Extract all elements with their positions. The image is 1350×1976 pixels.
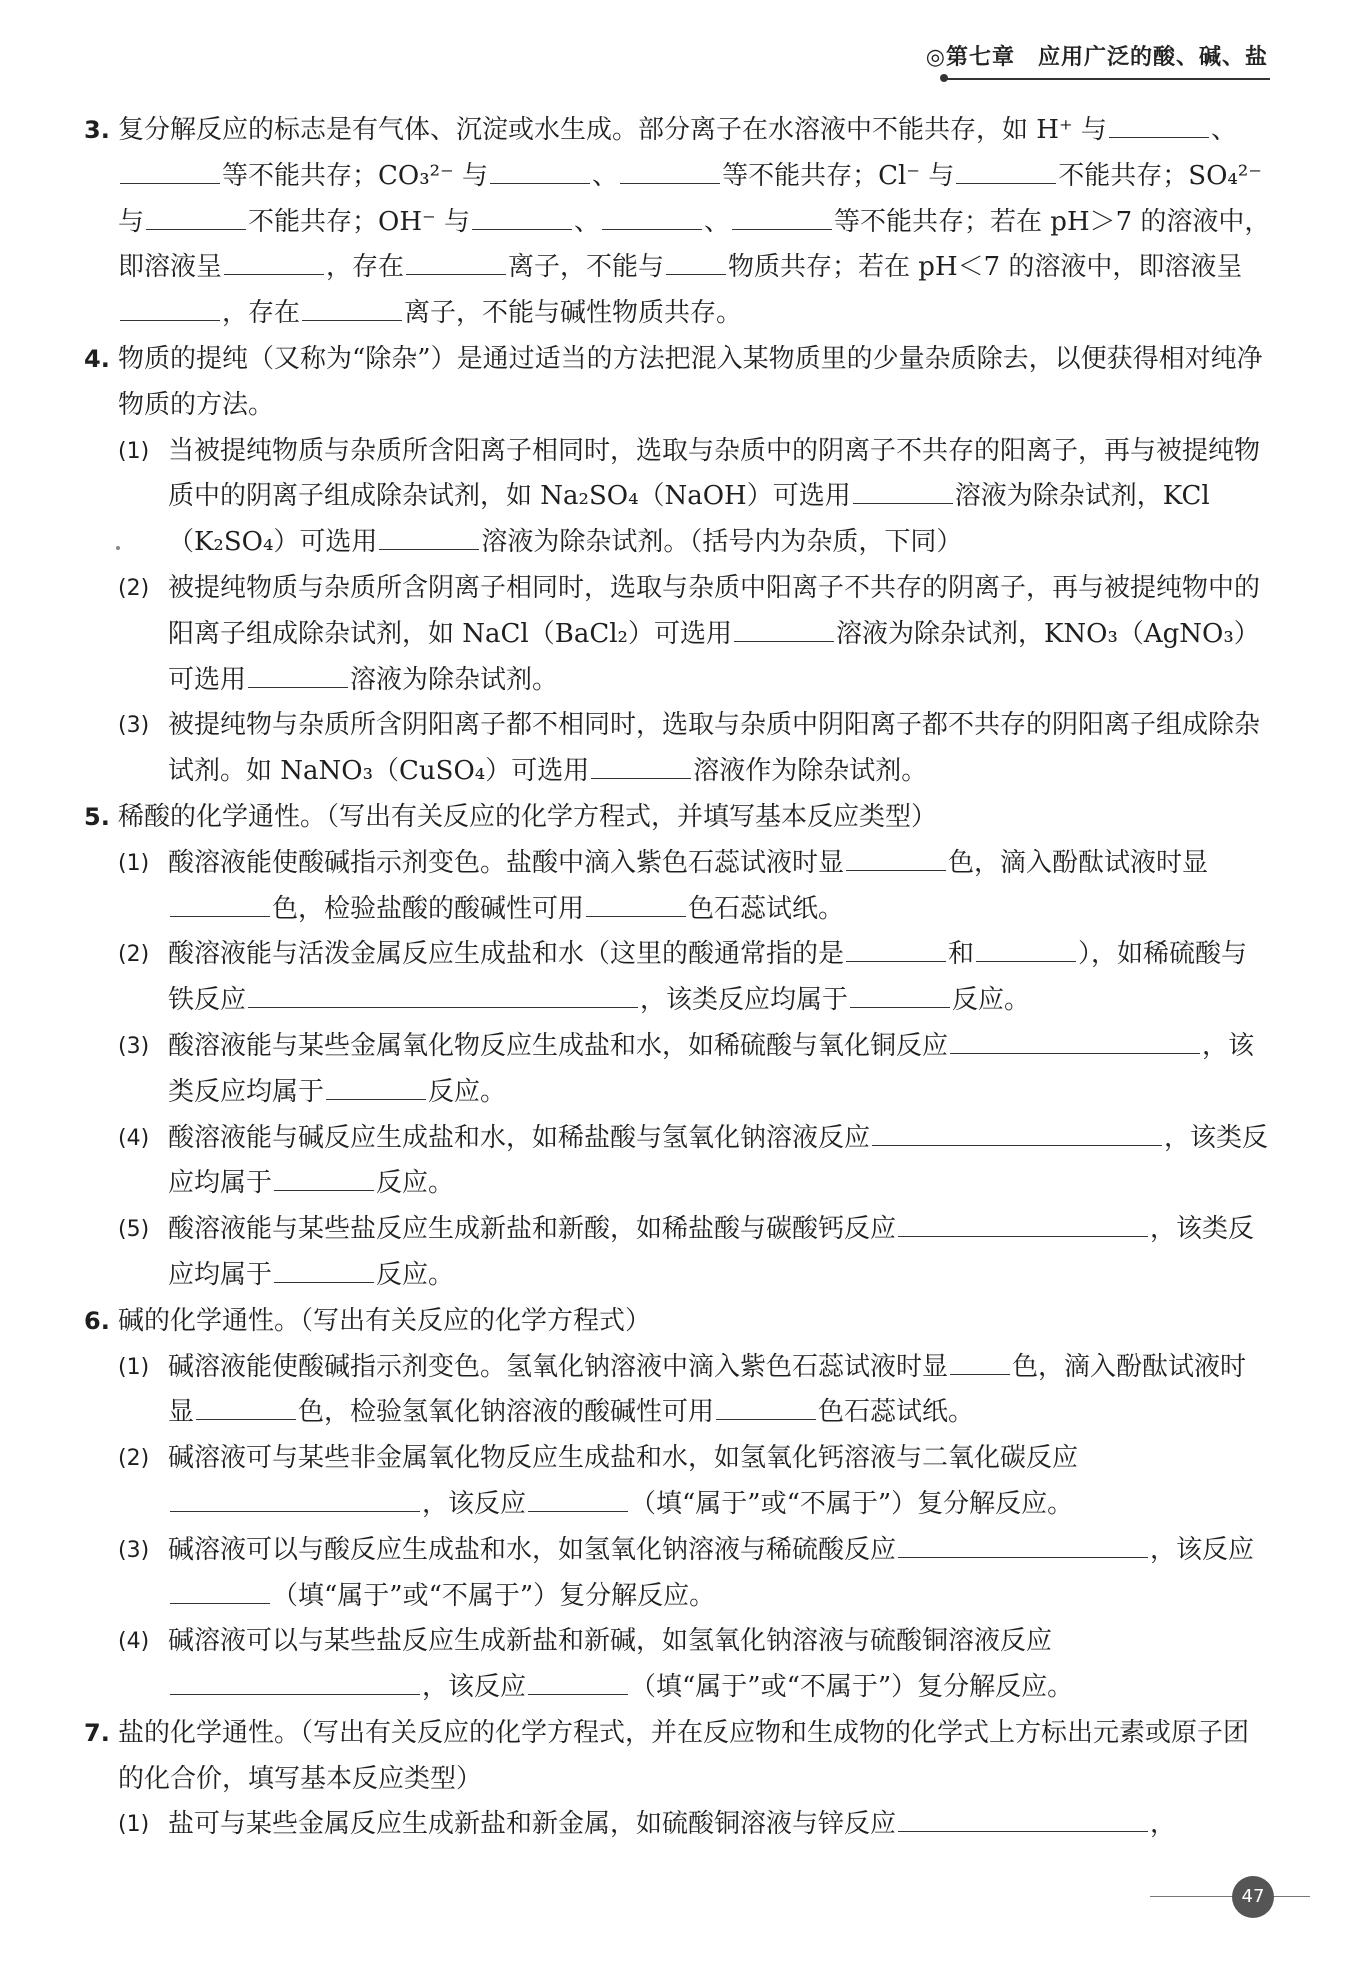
- answer-blank[interactable]: [490, 182, 590, 184]
- part-number: (1): [118, 850, 150, 876]
- question-6-part-1: (1) 碱溶液能使酸碱指示剂变色。氢氧化钠溶液中滴入紫色石蕊试液时显 色，滴入酚酞试液时显 色，检验氢氧化钠溶液的酸碱性可用 色石蕊试纸。: [88, 1345, 1272, 1437]
- question-5-part-5: (5) 酸溶液能与某些盐反应生成新盐和新酸，如稀盐酸与碳酸钙反应 ，该类反应均属于 反应。: [88, 1207, 1272, 1299]
- question-7: [84, 1711, 1272, 1803]
- question-4: [84, 337, 1272, 429]
- worksheet-body: [84, 108, 1272, 1848]
- answer-blank[interactable]: [379, 548, 479, 550]
- part-number: (1): [118, 1354, 150, 1380]
- question-text: 物质的提纯（又称为“除杂”）是通过适当的方法把混入某物质里的少量杂质除去，以便获得相对纯净物质的方法。: [118, 343, 1263, 420]
- answer-blank[interactable]: [528, 1693, 628, 1695]
- question-number: 3.: [84, 116, 110, 144]
- question-text: 盐的化学通性。（写出有关反应的化学方程式，并在反应物和生成物的化学式上方标出元素或原子团的化合价，填写基本反应类型）: [118, 1717, 1250, 1794]
- answer-blank[interactable]: [732, 228, 832, 230]
- question-6-part-4: (4) 碱溶液可以与某些盐反应生成新盐和新碱，如氢氧化钠溶液与硫酸铜溶液反应，该反应 （填“属于”或“不属于”）复分解反应。: [88, 1619, 1272, 1711]
- question-6-part-2: (2) 碱溶液可与某些非金属氧化物反应生成盐和水，如氢氧化钙溶液与二氧化碳反应，该反应 （填“属于”或“不属于”）复分解反应。: [88, 1436, 1272, 1528]
- answer-blank[interactable]: [602, 228, 702, 230]
- part-number: (1): [118, 438, 150, 464]
- page-footer: [1150, 1876, 1310, 1916]
- part-number: (2): [118, 1446, 150, 1472]
- answer-blank[interactable]: [196, 1418, 296, 1420]
- question-5: [84, 795, 1272, 841]
- answer-blank[interactable]: [120, 319, 220, 321]
- answer-blank[interactable]: [274, 1189, 374, 1191]
- question-4-part-3: (3) 被提纯物与杂质所含阴阳离子都不相同时，选取与杂质中阴阳离子都不共存的阴阳离子组成除杂试剂。如 NaNO₃（CuSO₄）可选用 溶液作为除杂试剂。: [88, 703, 1272, 795]
- header-rule: [945, 78, 1270, 80]
- question-6: [84, 1299, 1272, 1345]
- question-text: 复分解反应的标志是有气体、沉淀或水生成。部分离子在水溶液中不能共存，如 H⁺ 与: [118, 115, 1107, 145]
- equation-blank[interactable]: [170, 1693, 420, 1695]
- question-3: 3. 复分解反应的标志是有气体、沉淀或水生成。部分离子在水溶液中不能共存，如 H⁺ 与 、等不能共存；CO₃²⁻ 与 、 等不能共存；Cl⁻ 与 不能共存；SO₄²⁻ 与 不能共存；OH⁻ 与 、 、 等不能共存；若在 pH＞7 的溶液中，即溶液呈 ，存在 离子，不能与 物质共存；若在 pH＜7 的溶液中，即溶液呈，存在 离子，不能与碱性物质共存。: [88, 108, 1272, 337]
- answer-blank[interactable]: [472, 228, 572, 230]
- answer-blank[interactable]: [248, 686, 348, 688]
- answer-blank[interactable]: [586, 915, 686, 917]
- equation-blank[interactable]: [248, 1006, 638, 1008]
- question-text: 碱的化学通性。（写出有关反应的化学方程式）: [118, 1305, 652, 1336]
- equation-blank[interactable]: [170, 1510, 420, 1512]
- answer-blank[interactable]: [170, 915, 270, 917]
- answer-blank[interactable]: [302, 319, 402, 321]
- answer-blank[interactable]: [406, 273, 506, 275]
- question-7-part-1: (1) 盐可与某些金属反应生成新盐和新金属，如硫酸铜溶液与锌反应 ，: [88, 1802, 1272, 1848]
- question-number: 5.: [84, 802, 110, 831]
- answer-blank[interactable]: [846, 869, 946, 871]
- answer-blank[interactable]: [976, 960, 1076, 962]
- answer-blank[interactable]: [850, 1006, 950, 1008]
- footer-rule: [1150, 1896, 1310, 1897]
- answer-blank[interactable]: [620, 182, 720, 184]
- question-6-part-3: (3) 碱溶液可以与酸反应生成盐和水，如氢氧化钠溶液与稀硫酸反应 ，该反应（填“属于”或“不属于”）复分解反应。: [88, 1528, 1272, 1620]
- question-number: 6.: [84, 1306, 110, 1335]
- part-number: (3): [118, 1033, 150, 1059]
- question-number: 7.: [84, 1718, 110, 1747]
- question-number: 4.: [84, 344, 110, 373]
- part-number: (3): [118, 713, 150, 739]
- answer-blank[interactable]: [224, 273, 324, 275]
- question-4-part-1: (1) 当被提纯物质与杂质所含阳离子相同时，选取与杂质中的阴离子不共存的阳离子，再与被提纯物质中的阴离子组成除杂试剂，如 Na₂SO₄（NaOH）可选用 溶液为除杂试剂，KCl（K₂SO₄）可选用 溶液为除杂试剂。（括号内为杂质，下同）: [88, 429, 1272, 566]
- question-5-part-2: (2) 酸溶液能与活泼金属反应生成盐和水（这里的酸通常指的是 和 ），如稀硫酸与铁反应 ，该类反应均属于 反应。: [88, 932, 1272, 1024]
- part-number: (1): [118, 1812, 150, 1838]
- part-number: (2): [118, 575, 150, 601]
- page-number: 47: [1232, 1876, 1274, 1918]
- answer-blank[interactable]: [846, 960, 946, 962]
- equation-blank[interactable]: [898, 1556, 1148, 1558]
- answer-blank[interactable]: [956, 182, 1056, 184]
- answer-blank[interactable]: [853, 502, 953, 504]
- part-number: (5): [118, 1217, 150, 1243]
- chapter-header: ◎第七章 应用广泛的酸、碱、盐: [925, 45, 1268, 70]
- question-4-part-2: (2) 被提纯物质与杂质所含阴离子相同时，选取与杂质中阳离子不共存的阴离子，再与被提纯物中的阳离子组成除杂试剂，如 NaCl（BaCl₂）可选用 溶液为除杂试剂，KNO₃（AgNO₃）可选用 溶液为除杂试剂。: [88, 566, 1272, 703]
- question-text: 稀酸的化学通性。（写出有关反应的化学方程式，并填写基本反应类型）: [118, 801, 938, 832]
- equation-blank[interactable]: [872, 1144, 1162, 1146]
- answer-blank[interactable]: [716, 1418, 816, 1420]
- answer-blank[interactable]: [274, 1281, 374, 1283]
- answer-blank[interactable]: [170, 1602, 270, 1604]
- answer-blank[interactable]: [528, 1510, 628, 1512]
- part-number: (2): [118, 942, 150, 968]
- answer-blank[interactable]: [1109, 136, 1209, 138]
- answer-blank[interactable]: [734, 640, 834, 642]
- answer-blank[interactable]: [666, 273, 726, 275]
- answer-blank[interactable]: [326, 1098, 426, 1100]
- equation-blank[interactable]: [950, 1052, 1200, 1054]
- question-5-part-4: (4) 酸溶液能与碱反应生成盐和水，如稀盐酸与氢氧化钠溶液反应 ，该类反应均属于 反应。: [88, 1116, 1272, 1208]
- question-5-part-3: (3) 酸溶液能与某些金属氧化物反应生成盐和水，如稀硫酸与氧化铜反应 ，该类反应均属于 反应。: [88, 1024, 1272, 1116]
- answer-blank[interactable]: [950, 1373, 1010, 1375]
- answer-blank[interactable]: [591, 777, 691, 779]
- equation-blank[interactable]: [898, 1235, 1148, 1237]
- part-number: (3): [118, 1537, 150, 1563]
- equation-blank[interactable]: [898, 1830, 1148, 1832]
- part-number: (4): [118, 1629, 150, 1655]
- answer-blank[interactable]: [120, 182, 220, 184]
- part-number: (4): [118, 1125, 150, 1151]
- question-5-part-1: (1) 酸溶液能使酸碱指示剂变色。盐酸中滴入紫色石蕊试液时显 色，滴入酚酞试液时显色，检验盐酸的酸碱性可用 色石蕊试纸。: [88, 841, 1272, 933]
- answer-blank[interactable]: [146, 228, 246, 230]
